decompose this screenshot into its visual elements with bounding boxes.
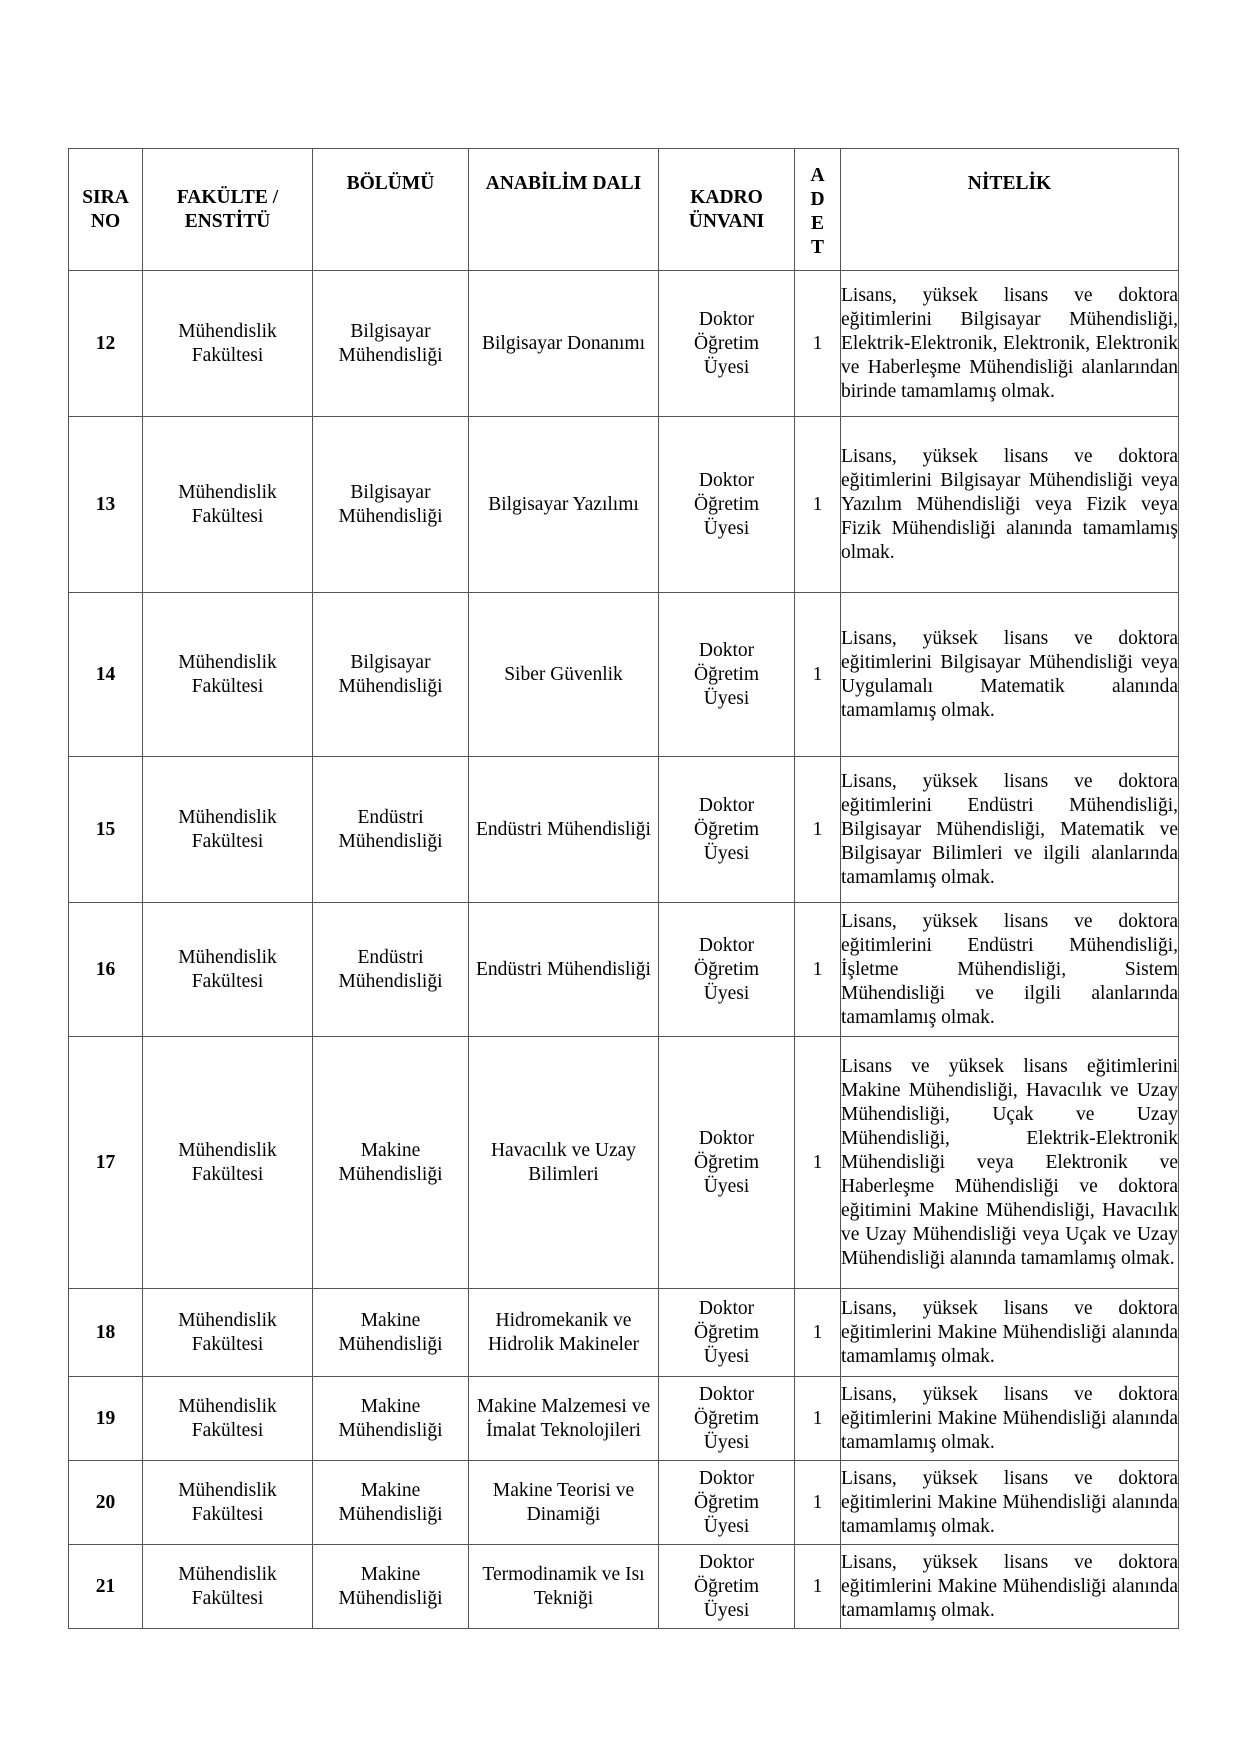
row-fakulte: Mühendislik Fakültesi bbox=[143, 1461, 313, 1545]
table-row bbox=[69, 903, 1179, 1037]
row-kadro-unvani: Doktor Öğretim Üyesi bbox=[659, 757, 795, 903]
header-fakulte: FAKÜLTE / ENSTİTÜ bbox=[143, 149, 313, 271]
row-anabilim-dali: Bilgisayar Yazılımı bbox=[469, 417, 659, 593]
header-anabilim-dali: ANABİLİM DALI bbox=[469, 149, 659, 271]
row-bolum: Bilgisayar Mühendisliği bbox=[313, 271, 469, 417]
table-row bbox=[69, 1377, 1179, 1461]
header-sira-no: SIRA NO bbox=[69, 149, 143, 271]
row-fakulte: Mühendislik Fakültesi bbox=[143, 757, 313, 903]
row-no: 12 bbox=[69, 271, 143, 417]
row-fakulte: Mühendislik Fakültesi bbox=[143, 271, 313, 417]
row-adet: 1 bbox=[795, 1461, 841, 1545]
table-row bbox=[69, 417, 1179, 593]
row-adet: 1 bbox=[795, 1377, 841, 1461]
row-fakulte: Mühendislik Fakültesi bbox=[143, 1289, 313, 1377]
row-no: 15 bbox=[69, 757, 143, 903]
row-no: 16 bbox=[69, 903, 143, 1037]
row-bolum: Makine Mühendisliği bbox=[313, 1289, 469, 1377]
header-adet bbox=[795, 149, 841, 271]
row-kadro-unvani: Doktor Öğretim Üyesi bbox=[659, 1461, 795, 1545]
header-row bbox=[69, 149, 1179, 271]
row-anabilim-dali: Hidromekanik ve Hidrolik Makineler bbox=[469, 1289, 659, 1377]
table-row bbox=[69, 593, 1179, 757]
row-adet: 1 bbox=[795, 593, 841, 757]
row-fakulte: Mühendislik Fakültesi bbox=[143, 1377, 313, 1461]
row-no: 14 bbox=[69, 593, 143, 757]
row-kadro-unvani: Doktor Öğretim Üyesi bbox=[659, 271, 795, 417]
row-no: 17 bbox=[69, 1037, 143, 1289]
row-no: 21 bbox=[69, 1545, 143, 1629]
row-nitelik: Lisans ve yüksek lisans eğitimlerini Makine Mühendisliği, Havacılık ve Uzay Mühendisliği, Uçak ve Uzay Mühendisliği, Elektrik-Elektronik Mühendisliği veya Elektronik ve Haberleşme Mühendisliği ve doktora eğitimini Makine Mühendisliği, Havacılık ve Uzay Mühendisliği veya Uçak ve Uzay Mühendisliği alanında tamamlamış olmak. bbox=[841, 1037, 1179, 1289]
row-nitelik: Lisans, yüksek lisans ve doktora eğitimlerini Bilgisayar Mühendisliği veya Yazılım Mühendisliği veya Fizik veya Fizik Mühendisliği alanında tamamlamış olmak. bbox=[841, 417, 1179, 593]
row-bolum: Makine Mühendisliği bbox=[313, 1377, 469, 1461]
row-no: 20 bbox=[69, 1461, 143, 1545]
row-adet: 1 bbox=[795, 1289, 841, 1377]
row-kadro-unvani: Doktor Öğretim Üyesi bbox=[659, 1289, 795, 1377]
row-nitelik: Lisans, yüksek lisans ve doktora eğitimlerini Endüstri Mühendisliği, Bilgisayar Mühendisliği, Matematik ve Bilgisayar Bilimleri ve ilgili alanlarında tamamlamış olmak. bbox=[841, 757, 1179, 903]
row-nitelik: Lisans, yüksek lisans ve doktora eğitimlerini Makine Mühendisliği alanında tamamlamış olmak. bbox=[841, 1289, 1179, 1377]
row-bolum: Endüstri Mühendisliği bbox=[313, 757, 469, 903]
table-row bbox=[69, 757, 1179, 903]
header-kadro-unvani: KADRO ÜNVANI bbox=[659, 149, 795, 271]
row-nitelik: Lisans, yüksek lisans ve doktora eğitimlerini Bilgisayar Mühendisliği veya Uygulamalı Matematik alanında tamamlamış olmak. bbox=[841, 593, 1179, 757]
row-anabilim-dali: Makine Teorisi ve Dinamiği bbox=[469, 1461, 659, 1545]
row-bolum: Bilgisayar Mühendisliği bbox=[313, 593, 469, 757]
row-nitelik: Lisans, yüksek lisans ve doktora eğitimlerini Bilgisayar Mühendisliği, Elektrik-Elektronik, Elektronik, Elektronik ve Haberleşme Mühendisliği alanlarından birinde tamamlamış olmak. bbox=[841, 271, 1179, 417]
row-nitelik: Lisans, yüksek lisans ve doktora eğitimlerini Endüstri Mühendisliği, İşletme Mühendisliği, Sistem Mühendisliği ve ilgili alanlarında tamamlamış olmak. bbox=[841, 903, 1179, 1037]
row-bolum: Makine Mühendisliği bbox=[313, 1037, 469, 1289]
row-kadro-unvani: Doktor Öğretim Üyesi bbox=[659, 903, 795, 1037]
header-adet-label: ADET bbox=[810, 164, 825, 258]
row-anabilim-dali: Siber Güvenlik bbox=[469, 593, 659, 757]
row-nitelik: Lisans, yüksek lisans ve doktora eğitimlerini Makine Mühendisliği alanında tamamlamış olmak. bbox=[841, 1545, 1179, 1629]
row-kadro-unvani: Doktor Öğretim Üyesi bbox=[659, 1377, 795, 1461]
row-fakulte: Mühendislik Fakültesi bbox=[143, 903, 313, 1037]
header-nitelik: NİTELİK bbox=[841, 149, 1179, 271]
row-bolum: Bilgisayar Mühendisliği bbox=[313, 417, 469, 593]
row-nitelik: Lisans, yüksek lisans ve doktora eğitimlerini Makine Mühendisliği alanında tamamlamış olmak. bbox=[841, 1377, 1179, 1461]
row-nitelik: Lisans, yüksek lisans ve doktora eğitimlerini Makine Mühendisliği alanında tamamlamış olmak. bbox=[841, 1461, 1179, 1545]
row-adet: 1 bbox=[795, 903, 841, 1037]
row-bolum: Endüstri Mühendisliği bbox=[313, 903, 469, 1037]
row-adet: 1 bbox=[795, 1037, 841, 1289]
row-bolum: Makine Mühendisliği bbox=[313, 1461, 469, 1545]
row-anabilim-dali: Bilgisayar Donanımı bbox=[469, 271, 659, 417]
row-bolum: Makine Mühendisliği bbox=[313, 1545, 469, 1629]
row-fakulte: Mühendislik Fakültesi bbox=[143, 1545, 313, 1629]
row-no: 19 bbox=[69, 1377, 143, 1461]
table-row bbox=[69, 1545, 1179, 1629]
row-anabilim-dali: Makine Malzemesi ve İmalat Teknolojileri bbox=[469, 1377, 659, 1461]
row-kadro-unvani: Doktor Öğretim Üyesi bbox=[659, 1037, 795, 1289]
row-adet: 1 bbox=[795, 1545, 841, 1629]
row-adet: 1 bbox=[795, 757, 841, 903]
header-bolumu: BÖLÜMÜ bbox=[313, 149, 469, 271]
table-row bbox=[69, 1037, 1179, 1289]
row-kadro-unvani: Doktor Öğretim Üyesi bbox=[659, 417, 795, 593]
row-no: 18 bbox=[69, 1289, 143, 1377]
row-adet: 1 bbox=[795, 271, 841, 417]
row-anabilim-dali: Endüstri Mühendisliği bbox=[469, 903, 659, 1037]
table-row bbox=[69, 271, 1179, 417]
row-kadro-unvani: Doktor Öğretim Üyesi bbox=[659, 593, 795, 757]
row-anabilim-dali: Havacılık ve Uzay Bilimleri bbox=[469, 1037, 659, 1289]
staff-positions-table bbox=[68, 148, 1179, 1629]
row-fakulte: Mühendislik Fakültesi bbox=[143, 593, 313, 757]
row-kadro-unvani: Doktor Öğretim Üyesi bbox=[659, 1545, 795, 1629]
row-adet: 1 bbox=[795, 417, 841, 593]
row-anabilim-dali: Termodinamik ve Isı Tekniği bbox=[469, 1545, 659, 1629]
row-fakulte: Mühendislik Fakültesi bbox=[143, 1037, 313, 1289]
row-fakulte: Mühendislik Fakültesi bbox=[143, 417, 313, 593]
table-row bbox=[69, 1461, 1179, 1545]
row-no: 13 bbox=[69, 417, 143, 593]
table-row bbox=[69, 1289, 1179, 1377]
row-anabilim-dali: Endüstri Mühendisliği bbox=[469, 757, 659, 903]
